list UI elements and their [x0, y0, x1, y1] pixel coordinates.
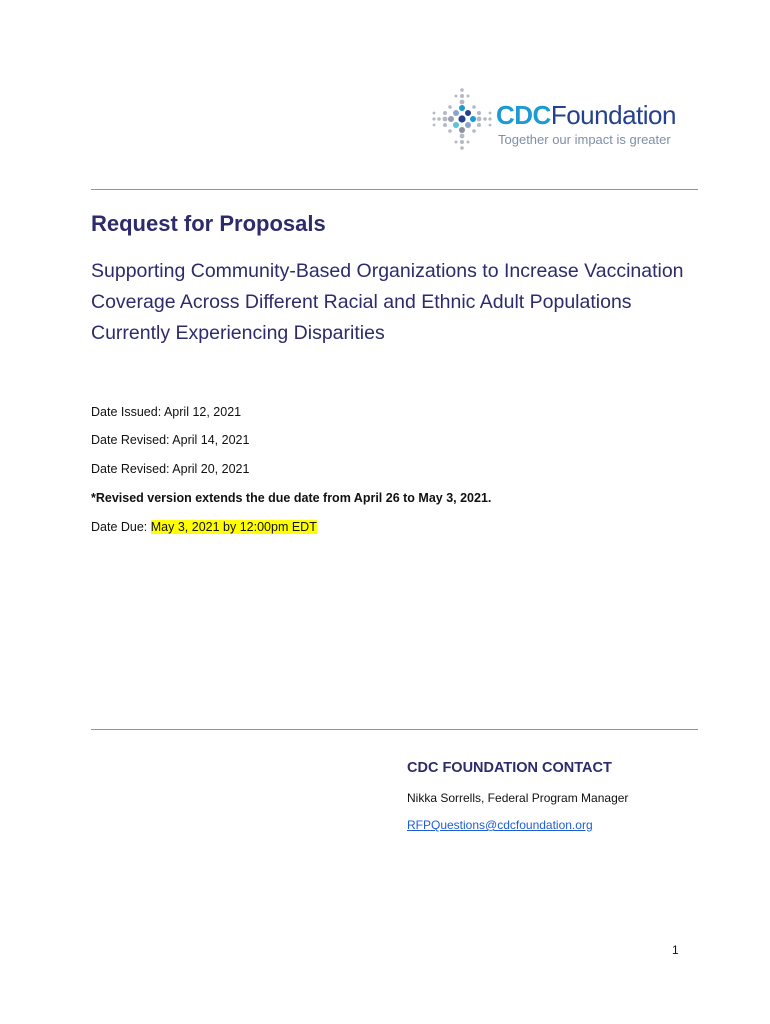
- date-due: [91, 520, 317, 534]
- date-revised-2: Date Revised: April 20, 2021: [91, 462, 250, 476]
- cdc-foundation-logo: [430, 86, 690, 152]
- revision-note: *Revised version extends the due date from April 26 to May 3, 2021.: [91, 491, 492, 505]
- dot-cross-icon: [430, 86, 494, 152]
- bottom-divider: [91, 729, 698, 730]
- logo-tagline: Together our impact is greater: [498, 132, 671, 147]
- document-subtitle: Supporting Community-Based Organizations to Increase Vaccination Coverage Across Different Racial and Ethnic Adult Populations Currently Experiencing Disparities: [91, 260, 684, 344]
- logo-foundation-text: Foundation: [550, 100, 676, 130]
- page-number: 1: [672, 943, 679, 957]
- date-due-value: May 3, 2021 by 12:00pm EDT: [150, 520, 317, 534]
- contact-email-link[interactable]: RFPQuestions@cdcfoundation.org: [407, 818, 593, 832]
- date-issued: Date Issued: April 12, 2021: [91, 405, 242, 419]
- contact-heading: CDC FOUNDATION CONTACT: [407, 760, 612, 776]
- date-due-label: Date Due:: [91, 520, 151, 534]
- logo-cdc-text: CDC: [496, 100, 551, 130]
- contact-name: Nikka Sorrells, Federal Program Manager: [407, 791, 629, 805]
- document-title: Request for Proposals: [91, 211, 326, 236]
- date-revised-1: Date Revised: April 14, 2021: [91, 433, 250, 447]
- logo-wordmark: [496, 102, 676, 128]
- top-divider: [91, 189, 698, 190]
